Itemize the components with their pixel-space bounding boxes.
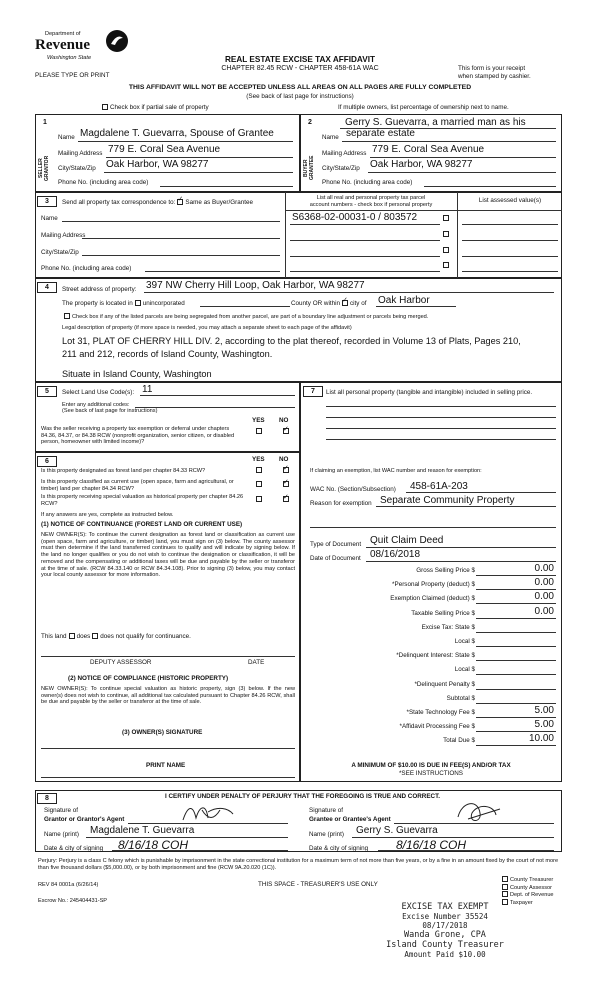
price-row-value[interactable]: 0.00 [534, 577, 554, 589]
copy-county-treasurer-checkbox[interactable] [502, 876, 508, 882]
grantee-signature [450, 795, 510, 829]
unincorporated-checkbox[interactable] [135, 300, 141, 306]
escrow-number: Escrow No.: 245404431-SP [38, 898, 108, 904]
print-name-label: PRINT NAME [146, 762, 186, 769]
land-use-code[interactable]: 11 [142, 384, 153, 395]
copy-dept-revenue: Dept. of Revenue [510, 892, 554, 899]
send-correspondence-row [62, 199, 253, 207]
exemption-reason[interactable]: Separate Community Property [380, 495, 515, 506]
personal-property-label: List all personal property (tangible and intangible) included in selling price. [326, 389, 533, 396]
s6-question-1: Is this property designated as forest land per chapter 84.33 RCW? [41, 468, 206, 474]
grantee-name[interactable]: Gerry S. Guevarra [356, 825, 438, 836]
s6-no-header: NO [279, 456, 289, 463]
perjury-note: Perjury: Perjury is a class C felony which is punishable by imprisonment in the state correctional institution for a maximum term of not more than five years, or by a fine in an amount fixed by the court of not more than five thousand dollars ($5,000.00), or by both imprisonment and fine (RCW 9A.20.020 (1C)). [38, 858, 559, 871]
minimum-due: A MINIMUM OF $10.00 IS DUE IN FEE(S) AND/OR TAX [351, 762, 511, 769]
copy-county-assessor-checkbox[interactable] [502, 884, 508, 890]
copy-county-assessor: County Assessor [510, 884, 552, 891]
legal-label: Legal description of property (if more space is needed, you may attach a separate sheet to each page of the affidavit) [62, 325, 352, 331]
s5-yes-header: YES [252, 417, 265, 424]
segregating-checkbox[interactable] [64, 313, 70, 319]
s6-if-yes: If any answers are yes, complete as instructed below. [41, 512, 174, 518]
price-row-label: *Delinquent Penalty $ [414, 680, 475, 688]
wac-number[interactable]: 458-61A-203 [410, 481, 468, 492]
grantor-signature [178, 800, 238, 826]
doc-type-label: Type of Document [310, 541, 362, 548]
additional-codes-label: Enter any additional codes: [62, 402, 130, 408]
price-row-label: Local $ [454, 666, 475, 674]
partial-sale-label: Check box if partial sale of property [110, 104, 209, 111]
grantor-name[interactable]: Magdalene T. Guevarra [90, 825, 195, 836]
stamp-line-3: 08/17/2018 [422, 921, 468, 930]
assessed-header: List assessed value(s) [478, 197, 542, 204]
section6-number: 6 [37, 456, 57, 467]
parcel-header-2: account numbers - check box if personal property [309, 202, 433, 208]
s5-no-header: NO [279, 417, 289, 424]
section4-number: 4 [37, 282, 57, 293]
multiple-owners-note: If multiple owners, list percentage of ownership next to name. [338, 104, 509, 111]
deputy-date-label: DATE [248, 659, 265, 666]
grantor-agent-label: Grantor or Grantor's Agent [44, 816, 125, 823]
price-row-value[interactable]: 0.00 [534, 605, 554, 617]
grantee-sig-of: Signature of [309, 807, 343, 814]
s6-question-3: Is this property receiving special valuation as historical property per chapter 84.26 RCW? [41, 494, 244, 507]
logo-revenue: Revenue [35, 37, 90, 53]
grantee-agent-label: Grantee or Grantee's Agent [309, 816, 391, 823]
revenue-logo [35, 29, 135, 69]
does-not-label: does not qualify for continuance. [100, 633, 191, 640]
price-row-label: *Affidavit Processing Fee $ [399, 723, 475, 731]
s3-city-label: City/State/Zip [41, 249, 79, 256]
does-label: does [76, 633, 91, 640]
price-row-value[interactable]: 0.00 [534, 563, 554, 574]
stamp-line-6: Amount Paid $10.00 [404, 950, 486, 959]
s3-mail-label: Mailing Address [41, 232, 86, 239]
parcel-number[interactable]: S6368-02-00031-0 / 803572 [292, 212, 418, 223]
parcel-header-1: List all real and personal property tax parcel [316, 195, 426, 201]
price-row-label: Excise Tax: State $ [421, 623, 475, 631]
receipt-note-2: when stamped by cashier. [458, 73, 531, 80]
s6-q3-yes-checkbox[interactable] [256, 496, 262, 502]
legal-line-1[interactable]: Lot 31, PLAT OF CHERRY HILL DIV. 2, according to the plat thereof, recorded in Volume 13 of Plats, Pages 210, [62, 336, 521, 346]
price-row-label: Taxable Selling Price $ [411, 609, 475, 617]
form-title: REAL ESTATE EXCISE TAX AFFIDAVIT [225, 55, 375, 64]
certify-text: I CERTIFY UNDER PENALTY OF PERJURY THAT THE FOREGOING IS TRUE AND CORRECT. [165, 793, 440, 800]
county-or-row [291, 300, 366, 308]
s3-phone-label: Phone No. (including area code) [41, 265, 132, 272]
seller-mail[interactable]: 779 E. Coral Sea Avenue [108, 144, 221, 155]
unincorporated-label: unincorporated [142, 300, 185, 307]
parcel-4-personal-checkbox[interactable] [443, 262, 449, 268]
seller-name[interactable]: Magdalene T. Guevarra, Spouse of Grantee [80, 128, 274, 139]
grantor-name-label: Name (print) [44, 831, 79, 838]
this-land-row [41, 633, 191, 641]
see-back-note: (See back of last page for instructions) [246, 93, 354, 100]
price-row-value[interactable]: 0.00 [534, 591, 554, 603]
section5-number: 5 [37, 386, 57, 397]
notice2-text: NEW OWNER(S): To continue special valuation as historic property, sign (3) below. If the new owner(s) does not wish to continue, all additional tax calculated pursuant to Chapter 84.26 RCW, shall be due and payable by the seller or transferor at the time of sale. [41, 686, 295, 706]
doc-type[interactable]: Quit Claim Deed [370, 535, 444, 546]
copy-county-treasurer: County Treasurer [510, 877, 554, 883]
buyer-city-label: City/State/Zip [322, 165, 360, 172]
receipt-note-1: This form is your receipt [458, 65, 526, 72]
street-label: Street address of property: [62, 286, 137, 293]
reason-label: Reason for exemption [310, 500, 372, 507]
price-row-label: *Personal Property (deduct) $ [392, 581, 475, 589]
send-correspondence-label: Send all property tax correspondence to: [62, 199, 176, 206]
parcel-2-personal-checkbox[interactable] [443, 231, 449, 237]
logo-dept-line: Department of [45, 31, 81, 37]
seller-name-label: Name [58, 134, 75, 141]
grantor-date-label: Date & city of signing [44, 845, 104, 852]
legal-line-2[interactable]: 211 and 212, records of Island County, Washington. [62, 349, 273, 359]
located-label: The property is located in [62, 300, 133, 307]
form-chapter: CHAPTER 82.45 RCW - CHAPTER 458-61A WAC [221, 65, 379, 72]
s6-q3-no-checkbox[interactable] [283, 496, 289, 502]
legal-line-3[interactable]: Situate in Island County, Washington [62, 369, 212, 379]
logo-state: Washington State [47, 55, 92, 61]
treasurer-stamp [370, 902, 520, 959]
buyer-section-number: 2 [308, 119, 312, 126]
price-row-value[interactable]: 5.00 [534, 719, 554, 731]
copy-taxpayer: Taxpayer [510, 900, 533, 907]
seller-section-number: 1 [43, 119, 47, 126]
seller-city[interactable]: Oak Harbor, WA 98277 [106, 159, 209, 170]
treasurer-use-only: THIS SPACE - TREASURER'S USE ONLY [258, 881, 378, 888]
seller-phone-label: Phone No. (including area code) [58, 179, 149, 186]
state-seal-icon [105, 29, 129, 53]
city-of-label: city of [350, 300, 367, 307]
buyer-mail[interactable]: 779 E. Coral Sea Avenue [372, 144, 485, 155]
buyer-city[interactable]: Oak Harbor, WA 98277 [370, 159, 473, 170]
same-as-buyer-checkbox[interactable] [177, 199, 183, 205]
exemption-claim-label: If claiming an exemption, list WAC number and reason for exemption: [310, 468, 482, 474]
warning-text: THIS AFFIDAVIT WILL NOT BE ACCEPTED UNLESS ALL AREAS ON ALL PAGES ARE FULLY COMPLETED [128, 84, 472, 91]
land-use-label: Select Land Use Code(s): [62, 389, 135, 396]
s6-q1-yes-checkbox[interactable] [256, 467, 262, 473]
grantee-name-label: Name (print) [309, 831, 344, 838]
property-city[interactable]: Oak Harbor [378, 295, 430, 306]
price-row-value[interactable]: 10.00 [528, 733, 554, 745]
same-as-buyer-label: Same as Buyer/Grantee [185, 199, 253, 206]
s6-q2-yes-checkbox[interactable] [256, 481, 262, 487]
buyer-phone-label: Phone No. (including area code) [322, 179, 413, 186]
buyer-name[interactable]: separate estate [346, 128, 415, 139]
section8-number: 8 [37, 793, 57, 804]
buyer-name-label: Name [322, 134, 339, 141]
s6-question-2: Is this property classified as current use (open space, farm and agricultural, or timber) land per chapter 84.34 RCW? [41, 479, 234, 492]
doc-date-label: Date of Document [310, 555, 361, 562]
stamp-line-1: EXCISE TAX EXEMPT [401, 902, 489, 912]
seller-city-label: City/State/Zip [58, 165, 96, 172]
price-row-label: *Delinquent Interest: State $ [396, 652, 475, 660]
see-instructions: *SEE INSTRUCTIONS [398, 770, 464, 777]
buyer-name-line1[interactable]: Gerry S. Guevarra, a married man as his [345, 117, 526, 128]
price-row-label: Exemption Claimed (deduct) $ [390, 595, 475, 603]
stamp-line-4: Wanda Grone, CPA [404, 930, 486, 940]
segregating-label: Check box if any of the listed parcels are being segregated from another parcel, are part of a boundary line adjustment or parcels being merged. [72, 314, 429, 320]
s6-yes-header: YES [252, 456, 265, 463]
county-or-label: County OR within [291, 300, 340, 307]
stamp-line-2: Excise Number 35524 [402, 912, 488, 921]
type-or-print: PLEASE TYPE OR PRINT [35, 72, 110, 79]
this-land-label: This land [41, 633, 67, 640]
price-row-label: Subtotal $ [446, 694, 475, 702]
s5-question-1: Was the seller receiving a property tax exemption or deferral under chapters 84.36, 84.37, or 84.38 RCW (nonprofit organization, senior citizen, or disabled person, homeowner with limited income)? [41, 426, 235, 446]
street-address[interactable]: 397 NW Cherry Hill Loop, Oak Harbor, WA 98277 [146, 280, 365, 291]
grantee-date-label: Date & city of signing [309, 845, 369, 852]
copy-dept-revenue-checkbox[interactable] [502, 891, 508, 897]
city-of-checkbox[interactable] [342, 300, 348, 306]
grantee-date-city[interactable]: 8/16/18 COH [396, 838, 467, 852]
owner-signature-label: (3) OWNER(S) SIGNATURE [122, 729, 203, 736]
grantor-date-city[interactable]: 8/16/18 COH [118, 838, 189, 852]
price-row-label: *State Technology Fee $ [406, 709, 475, 716]
s3-name-label: Name [41, 215, 58, 222]
wac-label: WAC No. (Section/Subsection) [310, 486, 396, 493]
seller-mail-label: Mailing Address [58, 150, 103, 157]
price-row-label: Local $ [454, 638, 475, 645]
price-row-label: Total Due $ [443, 737, 475, 745]
s5-q1-yes-checkbox[interactable] [256, 428, 262, 434]
notice1-text: NEW OWNER(S): To continue the current designation as forest land or classification as current use (open space, farm and agriculture, or timber) land, you must sign on (3) below. The county assessor must then determine if the land transferred continues to qualify and will indicate by signing below. If the land no longer qualifies or you do not wish to continue the designation or classification, it will be removed and the compensating or additional taxes will be due and payable by the seller or transferor at the time of sale. (RCW 84.33.140 or RCW 84.34.108). Prior to signing (3) below, you may contact your local county assessor for more information. [41, 532, 295, 579]
does-checkbox[interactable] [69, 633, 75, 639]
buyer-side-label: BUYER GRANTEE [303, 155, 315, 181]
notice2-title: (2) NOTICE OF COMPLIANCE (HISTORIC PROPERTY) [68, 675, 229, 682]
parcel-3-personal-checkbox[interactable] [443, 247, 449, 253]
section3-number: 3 [37, 196, 57, 207]
price-row-value[interactable]: 5.00 [534, 705, 554, 716]
stamp-line-5: Island County Treasurer [386, 940, 504, 950]
partial-sale-row [100, 104, 209, 112]
s6-q2-no-checkbox[interactable] [283, 481, 289, 487]
notice1-title: (1) NOTICE OF CONTINUANCE (FOREST LAND OR CURRENT USE) [41, 521, 243, 528]
partial-sale-checkbox[interactable] [102, 104, 108, 110]
form-revision: REV 84 0001a (6/26/14) [38, 882, 99, 888]
doc-date[interactable]: 08/16/2018 [370, 549, 421, 560]
deputy-assessor-label: DEPUTY ASSESSOR [90, 659, 152, 666]
s5-q1-no-checkbox[interactable] [283, 428, 289, 434]
s6-q1-no-checkbox[interactable] [283, 467, 289, 473]
parcel-1-personal-checkbox[interactable] [443, 215, 449, 221]
does-not-checkbox[interactable] [92, 633, 98, 639]
price-row-label: Gross Selling Price $ [416, 567, 475, 574]
segregating-row [62, 313, 428, 321]
located-row [62, 300, 185, 308]
buyer-mail-label: Mailing Address [322, 150, 367, 157]
additional-codes-note: (See back of last page for instructions) [62, 408, 158, 414]
section7-number: 7 [303, 386, 323, 397]
grantor-sig-of: Signature of [44, 807, 78, 814]
seller-side-label: SELLER GRANTOR [38, 155, 50, 181]
